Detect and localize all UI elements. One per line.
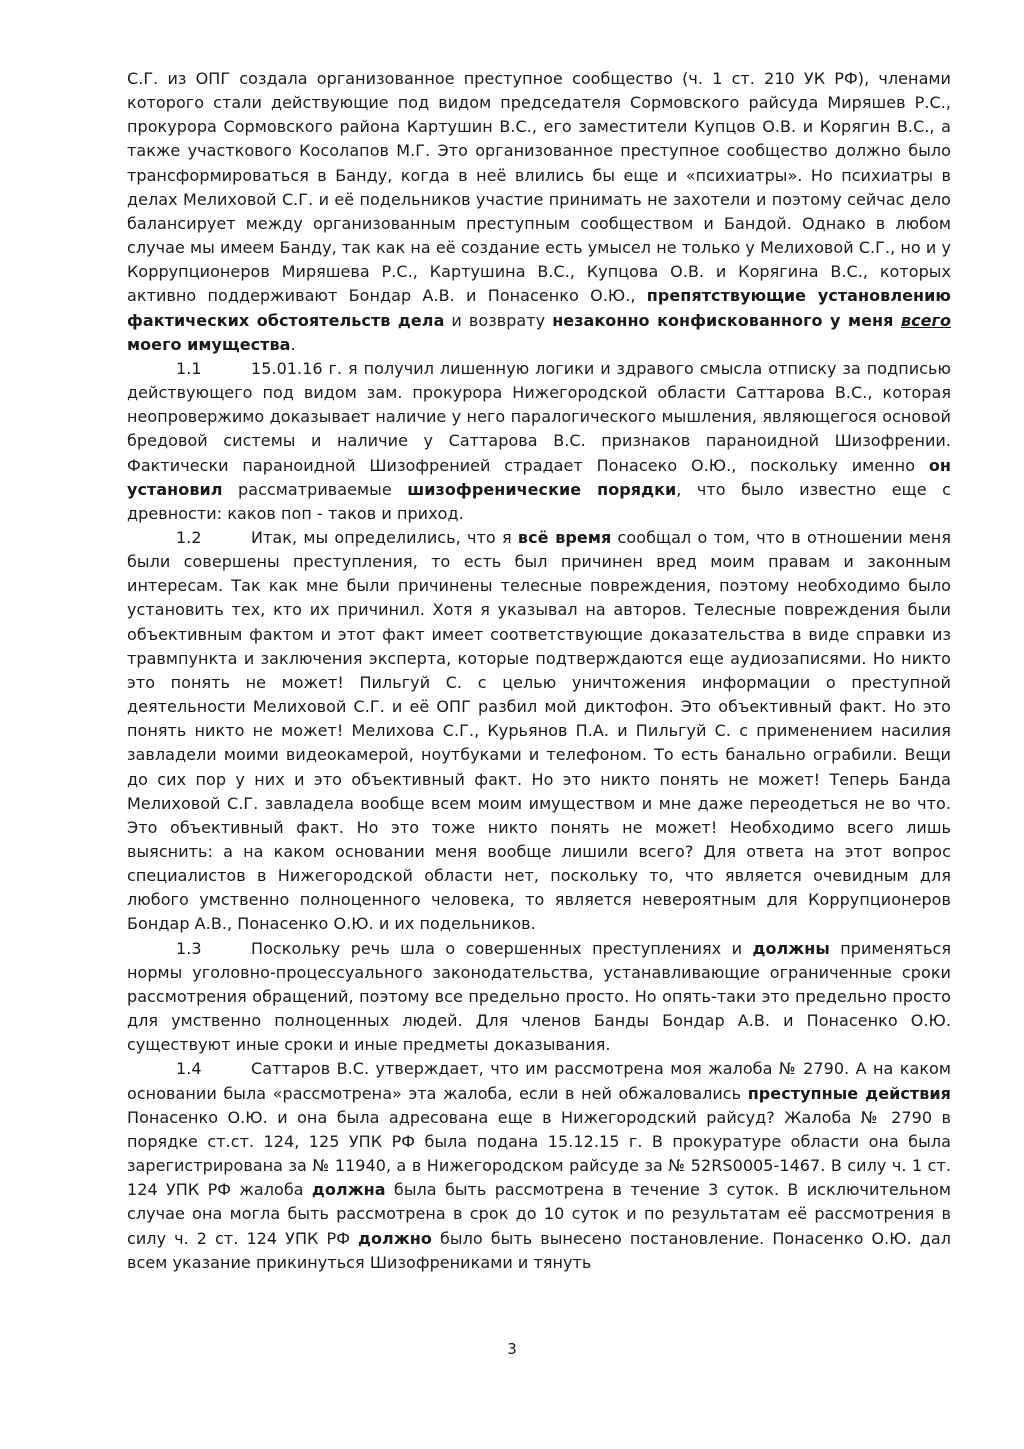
bold-phrase: преступные действия — [747, 1083, 951, 1103]
bold-phrase: моего имущества — [127, 334, 291, 354]
bold-phrase: незаконно конфискованного у меня — [552, 310, 901, 330]
paragraph-1-2: 1.2 Итак, мы определились, что я всё время сообщал о том, что в отношении меня были совершены преступления, то есть был причинен вред моим правам и законным интересам. Так как мне были причинены телесные повреждения, поэтому необходимо было установить тех, кто их причинил. Хотя я указывал на авторов. Телесные повреждения были объективным фактом и этот факт имеет соответствующие доказательства в виде справки из травмпункта и заключения эксперта, которые подтверждаются еще аудиозаписями. Но никто это понять не может! Пильгуй С. с целью уничтожения информации о преступной деятельности Мелиховой С.Г. и её ОПГ разбил мой диктофон. Это объективный факт. Но это понять никто не может! Мелихова С.Г., Курьянов П.А. и Пильгуй С. с применением насилия завладели моими видеокамерой, ноутбуками и телефоном. То есть банально ограбили. Вещи до сих пор у них и это объективный факт. Но это никто понять не может! Теперь Банда Мелиховой С.Г. завладела вообще всем моим имуществом и мне даже переодеться не во что. Это объективный факт. Но это тоже никто понять не может! Необходимо всего лишь выяснить: а на каком основании меня вообще лишили всего? Для ответа на этот вопрос специалистов в Нижегородской области нет, поскольку то, что является очевидным для любого умственно полноценного человека, то является невероятным для Коррупционеров Бондар А.В., Понасенко О.Ю. и их подельников. — [127, 527, 951, 934]
paragraph-1-3: 1.3 Поскольку речь шла о совершенных преступлениях и должны применяться нормы уголовно-процессуального законодательства, устанавливающие ограниченные сроки рассмотрения обращений, поэтому все предельно просто. Но опять-таки это предельно просто для умственно полноценных людей. Для членов Банды Бондар А.В. и Понасенко О.Ю. существуют иные сроки и иные предметы доказывания. — [127, 938, 952, 1055]
bold-phrase: должно — [358, 1228, 432, 1248]
paragraph-number: 1.3 — [176, 938, 202, 958]
bold-phrase: шизофренические порядки — [407, 479, 677, 499]
paragraph-number: 1.2 — [176, 527, 202, 547]
bold-phrase: он установил — [127, 455, 951, 499]
bold-phrase: должна — [311, 1180, 386, 1200]
bold-phrase: должны — [752, 938, 830, 958]
bold-phrase: препятствующие установлению фактических обстоятельств дела — [127, 286, 951, 330]
paragraph-number: 1.4 — [176, 1059, 202, 1079]
page-number: 3 — [507, 1340, 517, 1358]
bold-phrase: всё время — [517, 527, 612, 547]
paragraph-intro: С.Г. из ОПГ создала организованное преступное сообщество (ч. 1 ст. 210 УК РФ), членами которого стали действующие под видом председателя Сормовского райсуда Миряшев Р.С., прокурора Сормовского района Картушин В.С., его заместители Купцов О.В. и Корягин В.С., а также участкового Косолапов М.Г. Это организованное преступное сообщество должно было трансформироваться в Банду, когда в неё влились бы еще и «психиатры». Но психиатры в делах Мелиховой С.Г. и её подельников участие принимать не захотели и поэтому сейчас дело балансирует между организованным преступным сообществом и Бандой. Однако в любом случае мы имеем Банду, так как на её создание есть умысел не только у Мелиховой С.Г., но и у Коррупционеров Миряшева Р.С., Картушина В.С., Купцова О.В. и Корягина В.С., которых активно поддерживают Бондар А.В. и Понасенко О.Ю., препятствующие установлению фактических обстоятельств дела и возврату незаконно конфискованного у меня всего моего имущества. — [127, 69, 951, 354]
paragraph-number: 1.1 — [176, 358, 202, 378]
emphasis-word: всего — [900, 310, 951, 330]
paragraph-1-4: 1.4 Саттаров В.С. утверждает, что им рассмотрена моя жалоба № 2790. А на каком основании была «рассмотрена» эта жалоба, если в ней обжаловались преступные действия Понасенко О.Ю. и она была адресована еще в Нижегородский райсуд? Жалоба № 2790 в порядке ст.ст. 124, 125 УПК РФ была подана 15.12.15 г. В прокуратуре области она была зарегистрирована за № 11940, а в Нижегородском райсуде за № 52RS0005-1467. В силу ч. 1 ст. 124 УПК РФ жалоба должна была быть рассмотрена в течение 3 суток. В исключительном случае она могла быть рассмотрена в срок до 10 суток и по результатам её рассмотрения в силу ч. 2 ст. 124 УПК РФ должно было быть вынесено постановление. Понасенко О.Ю. дал всем указание прикинуться Шизофрениками и тянуть — [127, 1059, 951, 1272]
paragraph-1-1: 1.1 15.01.16 г. я получил лишенную логики и здравого смысла отписку за подписью действующего под видом зам. прокурора Нижегородской области Саттарова В.С., которая неопровержимо доказывает наличие у него паралогического мышления, являющегося основой бредовой системы и наличие у Саттарова В.С. признаков параноидной Шизофрении. Фактически параноидной Шизофренией страдает Понасеко О.Ю., поскольку именно он установил рассматриваемые шизофренические порядки, что было известно еще с древности: каков поп - таков и приход. — [127, 358, 951, 523]
document-body — [127, 67, 951, 1275]
